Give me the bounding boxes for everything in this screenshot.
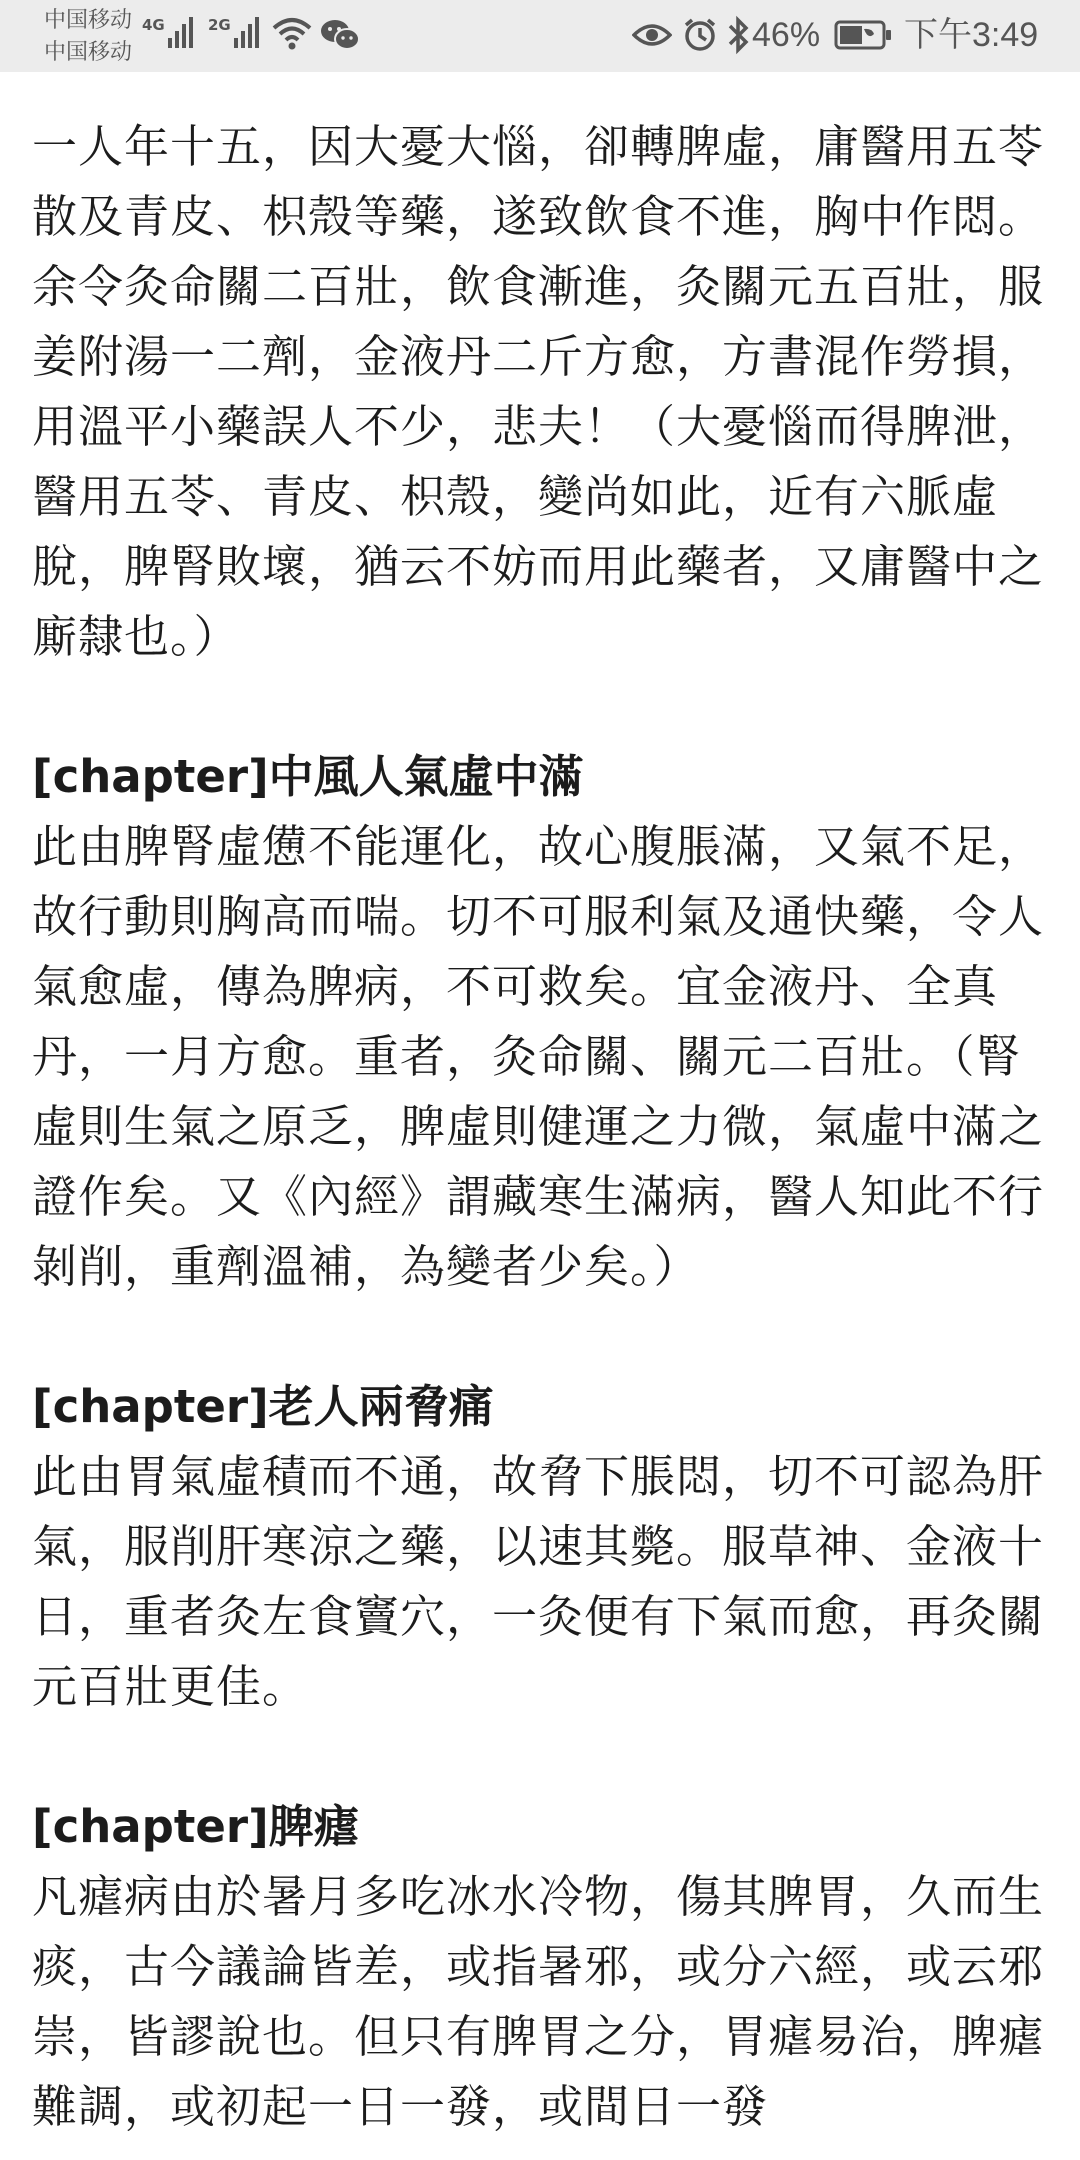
battery-icon — [834, 20, 892, 50]
status-bar — [0, 0, 1080, 72]
chapter-title: [chapter]脾瘧 — [32, 1800, 359, 1853]
carrier-label-2: 中国移动 — [44, 40, 133, 65]
alarm-icon — [682, 17, 718, 53]
wifi-icon — [272, 16, 312, 50]
bluetooth-icon — [726, 15, 750, 55]
chapter-body: 凡瘧病由於暑月多吃冰水冷物，傷其脾胃，久而生痰，古今議論皆差，或指暑邪，或分六經，或云邪崇，皆謬說也。但只有脾胃之分，胃瘧易治，脾瘧難調，或初起一日一發，或間日一發 — [32, 1870, 1045, 2133]
chapter-title: [chapter]中風人氣虛中滿 — [32, 750, 584, 803]
section-spacer — [32, 672, 1052, 742]
signal-icon — [142, 14, 193, 48]
section-spacer — [32, 1302, 1052, 1372]
intro-paragraph: 一人年十五，因大憂大惱，卻轉脾虛，庸醫用五苓散及青皮、枳殼等藥，遂致飲食不進，胸中作悶。余令灸命關二百壯，飲食漸進，灸關元五百壯，服姜附湯一二劑，金液丹二斤方愈，方書混作勞損，用溫平小藥誤人不少，悲夫！（大憂惱而得脾泄，醫用五苓、青皮、枳殼，變尚如此，近有六脈虛脫，脾腎敗壞，猶云不妨而用此藥者，又庸醫中之廝隸也。） — [32, 120, 1045, 663]
reader-content — [32, 112, 1052, 2142]
battery-percent: 46% — [752, 16, 821, 54]
clock: 下午3:49 — [904, 16, 1039, 54]
chapter-body: 此由胃氣虛積而不通，故脅下脹悶，切不可認為肝氣，服削肝寒涼之藥，以速其斃。服草神、金液十日，重者灸左食竇穴，一灸便有下氣而愈，再灸關元百壯更佳。 — [32, 1450, 1045, 1713]
wechat-icon — [320, 18, 360, 52]
chapter-body: 此由脾腎虛憊不能運化，故心腹脹滿，又氣不足，故行動則胸高而喘。切不可服利氣及通快藥，令人氣愈虛，傳為脾病，不可救矣。宜金液丹、全真丹，一月方愈。重者，灸命關、關元二百壯。（腎虛則生氣之原乏，脾虛則健運之力微，氣虛中滿之證作矣。又《內經》謂藏寒生滿病，醫人知此不行剝削，重劑溫補，為變者少矣。） — [32, 820, 1045, 1293]
carrier-label-1: 中国移动 — [44, 8, 133, 33]
eye-icon — [632, 20, 672, 50]
network-type-2: 2G — [208, 16, 231, 34]
network-type-1: 4G — [142, 16, 165, 34]
signal-icon — [208, 14, 259, 48]
chapter-title: [chapter]老人兩脅痛 — [32, 1380, 494, 1433]
section-spacer — [32, 1722, 1052, 1792]
